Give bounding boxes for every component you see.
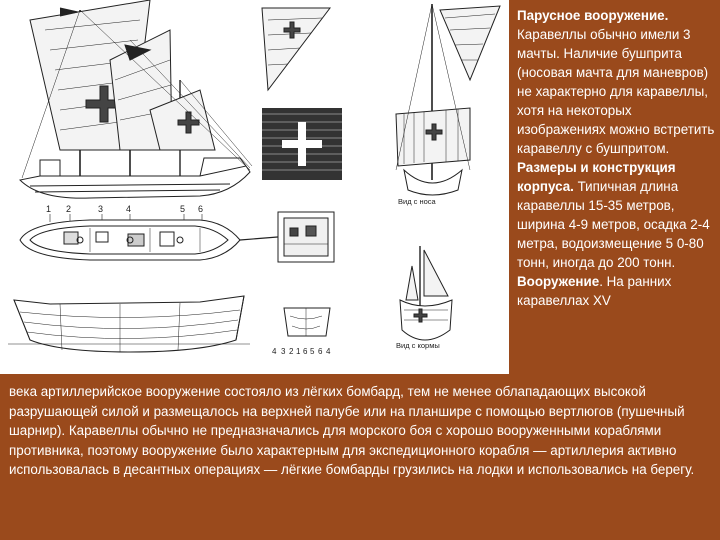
side-description [517,6,715,310]
hull-section [278,212,334,262]
plan-number: 4 [126,204,132,214]
heading-armament: Вооружение [517,274,600,289]
section-number: 4 [326,347,331,356]
bow-view-ship [396,4,500,195]
plan-number: 5 [180,204,186,214]
bow-view-label: Вид с носа [398,197,436,206]
cross-emblem [262,108,342,180]
section-number: 3 [281,347,286,356]
text-armament-start: . На ранних каравеллах XV [517,274,672,308]
deck-plan [20,220,290,260]
stern-view-label: Вид с кормы [396,341,440,350]
armament-description: века артиллерийское вооружение состояло из лёгких бомбард, тем не менее облападающих высокой разрушающей силой и размещалось на верхней палубе или на планшире с помощью вертлюгов (пушечный шарнир). Каравеллы обычно не предназначались для морского боя с хорошо вооруженными кораблями противника, поэтому вооружение было характерным для экспедиционного корабля — артиллерия активно использовалась в десантных операциях — лёгкие бомбарды грузились на лодки и использовались на берегу. [9,384,695,478]
heading-sailing-rig: Парусное вооружение. [517,8,669,23]
section-number-row [272,347,331,356]
section-number: 6 [303,347,308,356]
side-view-ship [20,0,252,198]
sail-diagram [262,8,330,90]
plan-number: 3 [98,204,104,214]
section-number: 1 [296,347,301,356]
stern-view-ship [400,246,452,340]
plan-number: 6 [198,204,204,214]
section-number: 5 [310,347,315,356]
section-number: 2 [289,347,294,356]
hull-profile [8,296,250,352]
section-number: 6 [318,347,323,356]
plan-number: 2 [66,204,72,214]
plan-number: 1 [46,204,52,214]
plan-number-row [46,204,203,214]
caravel-technical-drawing [0,0,509,374]
section-number: 4 [272,347,277,356]
heading-hull-size: Размеры и конструкция корпуса. [517,160,676,194]
text-sailing-rig: Каравеллы обычно имели 3 мачты. Наличие бушприта (носовая мачта для маневров) не характерно для каравеллы, хотя на некоторых изображениях можно встретить каравеллу с бушпритом. [517,27,715,156]
text-hull-size: Типичная длина каравеллы 15-35 метров, ширина 4-9 метров, осадка 2-4 метра, водоизмещение 5 0-80 тонн, иногда до 200 тонн. [517,179,710,270]
small-hull-section [284,308,330,336]
